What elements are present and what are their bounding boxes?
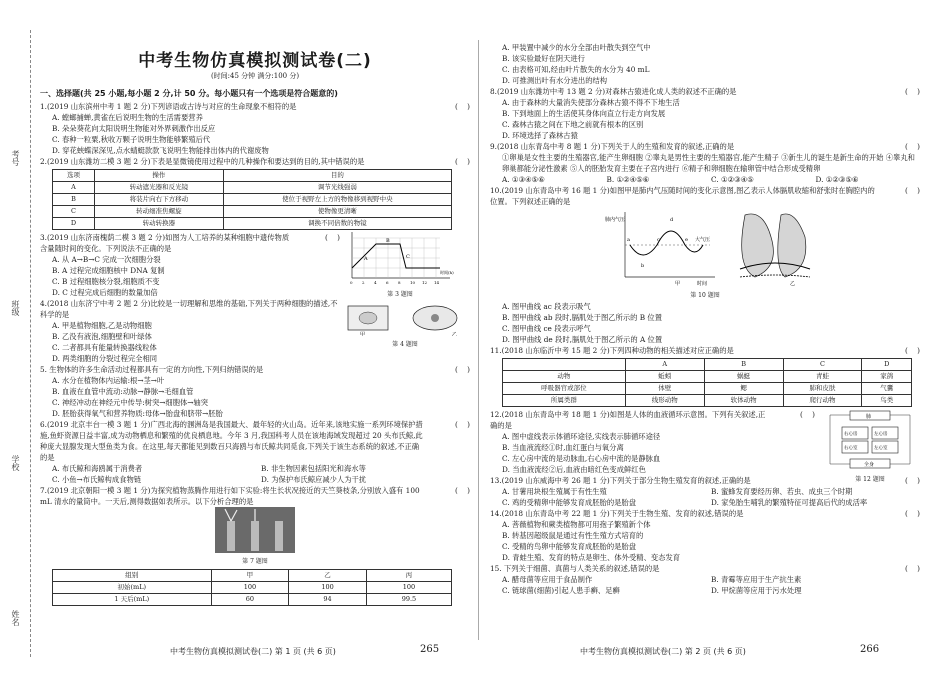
label-left-atrium: 左心房 [874, 432, 888, 437]
option: D. 环境选择了森林古猿 [502, 131, 578, 140]
figure-caption: 第 7 题图 [242, 558, 268, 565]
table-cell: 100 [289, 582, 367, 594]
x-tick: 8 [398, 280, 401, 285]
vacuole [359, 312, 377, 324]
table-cell: 体壁 [625, 383, 704, 395]
table-cell: 青蛙 [783, 371, 862, 383]
question-stem: 12.(2018 山东青岛中考 18 题 1 分)如图是人体的血液循环示意图。下列有关叙述,正确的是 [490, 410, 766, 430]
answer-blank: ( ) [905, 346, 920, 355]
point-label-b: B [386, 238, 390, 244]
option: D. 穿花蛱蝶深深见,点水蜻蜓款款飞说明生物能排出体内的代谢废物 [52, 146, 269, 155]
binding-line [30, 30, 31, 657]
binding-label-name: 姓名 [11, 610, 20, 626]
option: C. 图甲曲线 ce 段表示呼气 [502, 324, 591, 333]
x-tick: 12 [422, 280, 428, 285]
x-tick: 6 [386, 280, 389, 285]
option: B. A 过程完成细胞核中 DNA 复制 [52, 266, 165, 275]
table-header: D [862, 359, 912, 371]
animal-table [502, 358, 912, 407]
label-jia: 甲 [360, 332, 366, 336]
question-1 [40, 101, 470, 156]
option: B. 该实验最好在阴天进行 [502, 54, 585, 63]
table-header: 乙 [289, 570, 367, 582]
answer-blank: ( ) [905, 142, 920, 151]
y-axis-label: 肺内气压 [605, 217, 626, 223]
point-label-e: e [685, 237, 688, 243]
answer-blank: ( ) [455, 365, 470, 374]
label-jia: 甲 [675, 281, 681, 287]
label-left-ventricle: 左心室 [874, 446, 888, 451]
option: B. 当血液流经①时,血红蛋白与氧分离 [502, 443, 624, 452]
binding-label-class: 班级 [11, 300, 20, 316]
table-cell: 软体动物 [704, 395, 783, 407]
footer-left: 中考生物仿真模拟测试卷(二) 第 1 页 (共 6 页) [170, 647, 336, 656]
question-10 [490, 185, 920, 345]
transpiration-photo [215, 507, 295, 553]
question-3 [40, 232, 470, 298]
table-cell: 家鸽 [862, 371, 912, 383]
table-cell: 线形动物 [625, 395, 704, 407]
option: C. 小鱼→布氏鲸构成食物链 [52, 475, 142, 484]
x-tick: 4 [374, 280, 377, 285]
x-tick: 0 [350, 280, 353, 285]
question-stem: 7.(2019 北京朝阳一模 3 题 1 分)为探究植物蒸腾作用进行如下实验:将生长状况接近的天竺葵枝条,分别放入盛有 100 mL 清水的量筒中。一天后,测得数据如表所示。以下分析合理的是 [40, 486, 420, 506]
question-11 [490, 345, 920, 407]
point-label-b: b [641, 263, 645, 269]
binding-label-school: 学校 [11, 455, 20, 471]
table-cell: 调节光线强弱 [223, 182, 451, 194]
option: B. 乙没有液泡,细胞壁和叶绿体 [52, 332, 152, 341]
option: D. C 过程完成后细胞的数量加倍 [52, 288, 158, 297]
question-stem: 2.(2019 山东潍坊二模 3 题 2 分)下表是显微镜使用过程中的几种操作和要达到的目的,其中错误的是 [40, 157, 365, 166]
point-label-a: a [627, 237, 630, 243]
table-cell: 使物像更清晰 [223, 206, 451, 218]
option: A. 螳螂捕蝉,黄雀在后说明生物的生活需要营养 [52, 113, 203, 122]
option: D. 图甲曲线 de 段时,膈肌处于图乙所示的 A 位置 [502, 335, 663, 344]
diaphragm-b [740, 275, 810, 277]
table-cell: 爬行动物 [783, 395, 862, 407]
cylinder-jia [227, 521, 235, 551]
answer-blank: ( ) [905, 186, 920, 195]
x-tick: 2 [362, 280, 365, 285]
table-cell: 肺和皮肤 [783, 383, 862, 395]
table-cell: 动物 [503, 371, 626, 383]
label-lung: 肺 [866, 414, 872, 420]
point-label-d: d [670, 217, 674, 223]
table-cell: C [53, 206, 95, 218]
table-cell: 所属类群 [503, 395, 626, 407]
table-row [53, 218, 452, 230]
option: D. 胚胎获得氧气和营养物质:母体→胎盘和脐带→胚胎 [52, 409, 223, 418]
cylinder-bing [275, 521, 283, 551]
table-cell: 调换不同倍数的物镜 [223, 218, 451, 230]
question-15 [490, 563, 920, 596]
answer-blank: ( ) [455, 420, 470, 429]
pressure-curve [630, 231, 703, 255]
answer-blank: ( ) [905, 476, 920, 485]
binding-margin [0, 0, 40, 687]
x-tick: 14 [434, 280, 440, 285]
cylinder-yi [251, 521, 259, 551]
option: A. 图甲曲线 ac 段表示吸气 [502, 302, 591, 311]
table-cell: 60 [211, 594, 289, 606]
table-cell: 鳃 [704, 383, 783, 395]
question-stem: 15. 下列关于细菌、真菌与人类关系的叙述,错误的是 [490, 564, 660, 573]
question-stem: 14.(2018 山东青岛中考 22 题 1 分)下列关于生物生殖、发育的叙述,错误的是 [490, 509, 744, 518]
option: B. 转基因超级鼠是通过有性生殖方式培育的 [502, 531, 644, 540]
circulation-diagram [820, 409, 920, 471]
table-header: A [625, 359, 704, 371]
option: A. ①③④⑤⑥ [502, 175, 545, 184]
page-number-left: 265 [420, 644, 440, 655]
option: A. 甘薯用块根生殖属于有性生殖 [502, 487, 607, 496]
table-cell: 初始(mL) [53, 582, 212, 594]
dna-content-chart [340, 230, 460, 286]
table-cell: 100 [366, 582, 451, 594]
option: A. 水分在植物体内运输:根→茎→叶 [52, 376, 165, 385]
option: B. 青霉等应用于生产抗生素 [711, 575, 802, 584]
microscope-table [52, 169, 452, 230]
label-right-atrium: 右心房 [844, 432, 858, 437]
option: A. 甲装置中减少的水分全部由叶散失到空气中 [502, 43, 651, 52]
table-cell: 转动转换器 [95, 218, 224, 230]
point-label-c: c [657, 237, 660, 243]
table-cell: 转动遮光器和反光镜 [95, 182, 224, 194]
option: A. 从 A→B→C 完成一次细胞分裂 [52, 255, 161, 264]
table-row [53, 206, 452, 218]
point-label-a: A [364, 256, 368, 262]
option: B. 下到地面上的生活使其身体向直立行走方向发展 [502, 109, 666, 118]
option: D. 两类细胞的分裂过程完全相同 [52, 354, 158, 363]
option: C. 左心房中流的是动脉血,右心房中流的是静脉血 [502, 454, 661, 463]
table-header: 选项 [53, 170, 95, 182]
label-right-ventricle: 右心室 [844, 446, 858, 451]
time-score-info: (时间:45 分钟 满分:100 分) [210, 72, 300, 80]
question-stem: 13.(2019 山东威海中考 26 题 1 分)下列关于部分生物生殖发育的叙述,正确的是 [490, 476, 751, 485]
answer-blank: ( ) [455, 157, 470, 166]
option: C. 二者都具有能量转换器线粒体 [52, 343, 157, 352]
table-cell: 鸟类 [862, 395, 912, 407]
atmospheric-label: 大气压 [695, 237, 711, 243]
table-cell: 99.5 [366, 594, 451, 606]
lung-pressure-diagram [585, 207, 825, 287]
table-cell: A [53, 182, 95, 194]
question-stem: 10.(2019 山东青岛中考 16 题 1 分)如图甲是肺内气压随时间的变化示意图,图乙表示人体膈肌收缩和舒张时在胸腔内的位置。下列叙述正确的是 [490, 186, 875, 206]
x-axis-label: 时间 [697, 281, 708, 287]
question-8 [490, 86, 920, 141]
table-header: 组别 [53, 570, 212, 582]
question-stem: 5. 生物体的许多生命活动过程都具有一定的方向性,下列归纳错误的是 [40, 365, 264, 374]
answer-blank: ( ) [905, 564, 920, 573]
table-cell: 使位于视野左上方的物像移到视野中央 [223, 194, 451, 206]
answer-blank: ( ) [325, 233, 340, 242]
cell-diagram [340, 302, 470, 336]
table-header: 甲 [211, 570, 289, 582]
figure-caption: 第 4 题图 [392, 341, 418, 348]
option: B. 朵朵葵花向太阳说明生物能对外界刺激作出反应 [52, 124, 216, 133]
option: C. 春种一粒粟,秋收万颗子说明生物能够繁殖后代 [52, 135, 211, 144]
option: C. 由表格可知,经由叶片散失的水分为 40 mL [502, 65, 650, 74]
option: A. 甲是植物细胞,乙是动物细胞 [52, 321, 152, 330]
option: D. 家兔胎生哺乳的繁殖特征可提高后代的成活率 [711, 498, 868, 507]
table-header: 操作 [95, 170, 224, 182]
option: D. 青蛙生殖、发育的特点是卵生、体外受精、变态发育 [502, 553, 681, 562]
question-stem: 3.(2019 山东济南槐荫二模 3 题 2 分)如图为人工培养的某种细胞中遗传物质含量随时间的变化。下列说法不正确的是 [40, 233, 290, 253]
table-cell: 蚯蚓 [625, 371, 704, 383]
right-column [490, 42, 920, 596]
question-stem: 11.(2018 山东临沂中考 15 题 2 分)下列四种动物的相关描述对应正确的是 [490, 346, 734, 355]
table-cell: 转动细准焦螺旋 [95, 206, 224, 218]
footer-right: 中考生物仿真模拟测试卷(二) 第 2 页 (共 6 页) [580, 647, 746, 656]
option: B. ①②④⑤⑥ [606, 175, 650, 184]
table-cell: 1 天后(mL) [53, 594, 212, 606]
point-label-c: C [406, 254, 410, 260]
table-cell: 将装片向右下方移动 [95, 194, 224, 206]
x-tick: 10 [410, 280, 416, 285]
binding-label-exam-number: 考号 [11, 150, 20, 166]
question-stem: 6.(2019 北京丰台一模 3 题 1 分)广西北海的涠洲岛是我国最大、最年轻的火山岛。近年来,该地实施一系列环境保护措施,鱼虾资源日益丰富,成为动物栖息和繁殖的优良栖息地。今年 3 月,我国科考人员在该地海域发现超过 20 头布氏鲸,此种庞大显腺发现大型鱼类为食。在这里,每天都能见到数百只海鸥与布氏鲸共同觅食,下列关于该生态系统的叙述,不正确的是 [40, 420, 423, 462]
table-row [53, 182, 452, 194]
left-column [40, 40, 470, 608]
option: D. 当血液流经②后,血液由暗红色变成鲜红色 [502, 465, 646, 474]
figure-3 [340, 230, 460, 300]
option: D. 甲烷菌等应用于污水处理 [711, 586, 802, 595]
question-9 [490, 141, 920, 185]
question-14 [490, 508, 920, 563]
option: A. 图中虚线表示体循环途径,实线表示肺循环途径 [502, 432, 661, 441]
transpiration-table [52, 569, 452, 606]
option: B. 血液在血管中流动:动脉→静脉→毛细血管 [52, 387, 194, 396]
figure-caption: 第 10 题图 [690, 292, 720, 299]
question-stem: 4.(2018 山东济宁中考 2 题 2 分)比较是一切理解和思维的基础,下列关于两种细胞的描述,不科学的是 [40, 299, 338, 319]
option: A. 布氏鲸和海鸥属于消费者 [52, 464, 143, 473]
nucleus [431, 314, 439, 322]
label-body: 全身 [864, 462, 875, 468]
answer-blank: ( ) [455, 486, 470, 495]
option: C. 神经冲动在神经元中传导:树突→细胞体→轴突 [52, 398, 208, 407]
answer-blank: ( ) [905, 509, 920, 518]
option: C. B 过程细胞核分裂,细胞质不变 [52, 277, 160, 286]
table-row [503, 395, 912, 407]
question-5 [40, 364, 470, 419]
answer-blank: ( ) [800, 410, 815, 419]
question-body: ①卵巢是女性主要的生殖器官,能产生卵细胞 ②睾丸是男性主要的生殖器官,能产生精子 ③新生儿的诞生是新生命的开始 ④睾丸和卵巢都能分泌性激素 ⑤人的胚胎发育主要在子宫内进行 ⑥精子和卵细胞在输卵管中结合形成受精卵 [502, 153, 915, 173]
section-heading: 一、选择题(共 25 小题,每小题 2 分,计 50 分。每小题只有一个选项是符合题意的) [40, 89, 338, 98]
page-number-right: 266 [860, 644, 880, 655]
table-cell: D [53, 218, 95, 230]
table-header: 丙 [366, 570, 451, 582]
option: B. 蜜蜂发育要经历卵、若虫、成虫三个时期 [711, 487, 853, 496]
circulation-paths [830, 415, 910, 464]
table-row [503, 383, 912, 395]
table-row [53, 194, 452, 206]
table-cell: 94 [289, 594, 367, 606]
figure-4 [340, 302, 470, 350]
option: C. 鸡的受精卵中能够发育成胚胎的是胎盘 [502, 498, 637, 507]
table-header: B [704, 359, 783, 371]
question-7 [40, 485, 470, 606]
page-title: 中考生物仿真模拟测试卷(二) [138, 51, 372, 71]
question-6 [40, 419, 470, 485]
label-yi: 乙 [452, 332, 458, 336]
question-2 [40, 156, 470, 230]
option: C. 森林古猿之间在下地之前就有根本的区别 [502, 120, 644, 129]
lungs [742, 214, 806, 277]
answer-blank: ( ) [455, 102, 470, 111]
table-cell: 100 [211, 582, 289, 594]
x-axis-unit: 时间(h) [440, 270, 454, 275]
table-cell: 蜗蜓 [704, 371, 783, 383]
option: D. ①②③⑤⑥ [815, 175, 859, 184]
table-cell: 气囊 [862, 383, 912, 395]
option: A. 菩薇植物和蕨类植物都可用孢子繁殖新个体 [502, 520, 651, 529]
table-header: C [783, 359, 862, 371]
question-stem: 9.(2018 山东青岛中考 8 题 1 分)下列关于人的生殖和发育的叙述,正确的是 [490, 142, 735, 151]
figure-12 [820, 409, 920, 485]
figure-caption: 第 12 题图 [855, 476, 885, 483]
question-4 [40, 298, 470, 364]
table-cell: B [53, 194, 95, 206]
option: D. 可推测出叶有水分进出的结构 [502, 76, 608, 85]
option: C. 链球菌(细菌)引起人患手癣、足癣 [502, 586, 620, 595]
label-yi: 乙 [790, 281, 796, 287]
table-row [503, 371, 912, 383]
figure-7 [40, 507, 470, 567]
option: C. 受精的鸟卵中能够发育成胚胎的是胎盘 [502, 542, 637, 551]
table-row [53, 582, 452, 594]
option: D. 为保护布氏鲸应减少人为干扰 [261, 475, 367, 484]
question-stem: 8.(2019 山东潍坊中考 13 题 2 分)对森林古猿进化成人类的叙述不正确的是 [490, 87, 737, 96]
option: A. 由于森林的大量消失使部分森林古猿不得不下地生活 [502, 98, 680, 107]
answer-blank: ( ) [905, 87, 920, 96]
option: B. 图甲曲线 ab 段时,膈肌处于图乙所示的 B 位置 [502, 313, 663, 322]
figure-10 [490, 207, 920, 301]
question-stem: 1.(2019 山东滨州中考 1 题 2 分)下列谚语或古诗与对应的生命现象不相符的是 [40, 102, 297, 111]
figure-caption: 第 3 题图 [387, 291, 413, 298]
option: B. 非生物因素包括阳光和海水等 [261, 464, 366, 473]
table-header [503, 359, 626, 371]
column-divider [478, 40, 479, 640]
option: C. ①②③④⑤ [711, 175, 754, 184]
table-header: 目的 [223, 170, 451, 182]
option: A. 醋母菌等应用于食品制作 [502, 575, 593, 584]
table-row [53, 594, 452, 606]
table-cell: 呼吸器官或部位 [503, 383, 626, 395]
